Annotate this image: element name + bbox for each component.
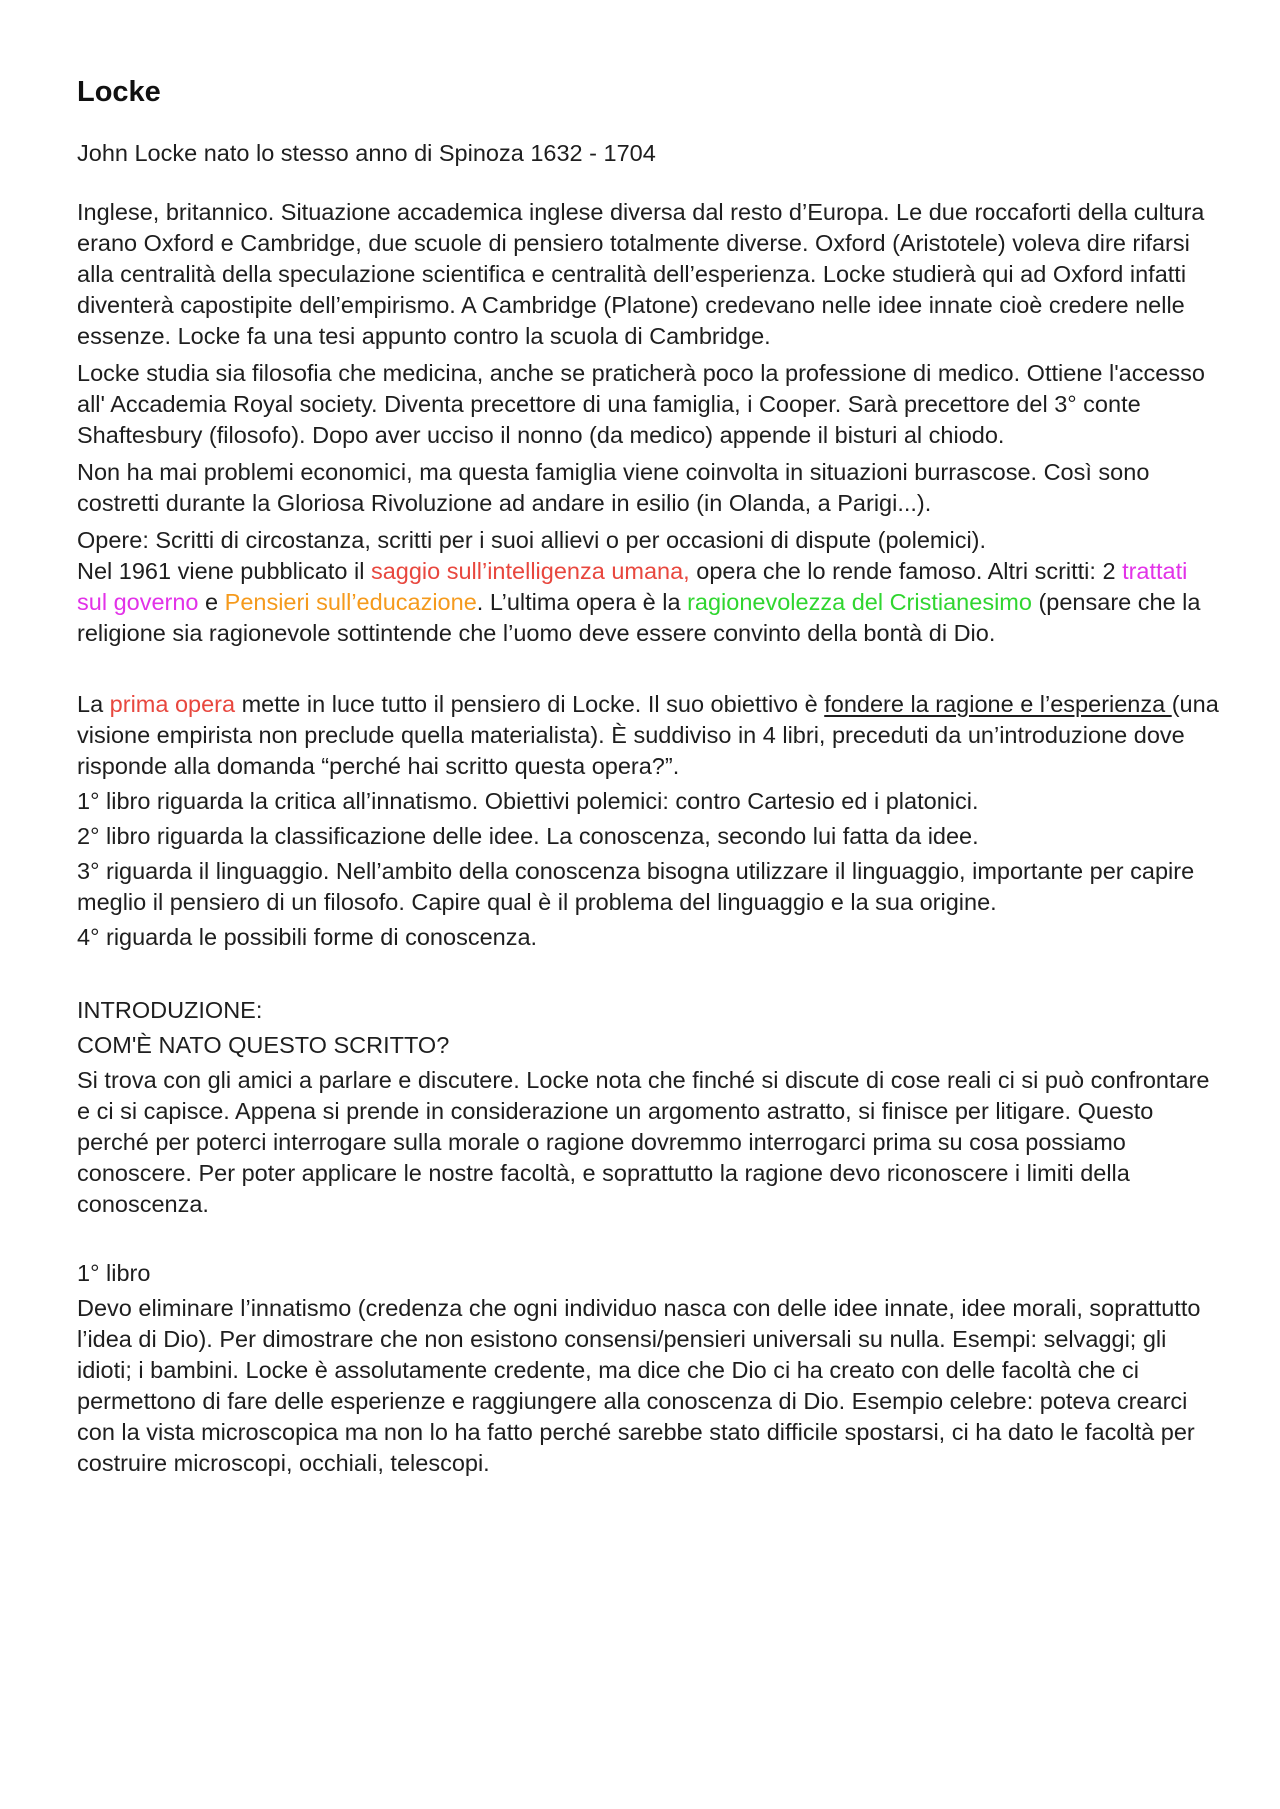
highlight-trattati: trattati sul governo bbox=[77, 558, 1188, 615]
paragraph-exile: Non ha mai problemi economici, ma questa famiglia viene coinvolta in situazioni burrascose. Così sono costretti durante la Gloriosa Rivoluzione ad andare in esilio (in Olanda, a Parigi...). bbox=[77, 459, 1150, 516]
works-text-4: . L’ultima opera è la bbox=[476, 589, 688, 615]
works-intro: Opere: Scritti di circostanza, scritti per i suoi allievi o per occasioni di dispute (polemici). bbox=[77, 527, 987, 553]
book-item-4: 4° riguarda le possibili forme di conoscenza. bbox=[77, 924, 538, 950]
works-text-5: (pensare che la religione sia ragionevole sottintende che l’uomo deve essere convinto della bontà di Dio. bbox=[77, 589, 1201, 646]
works-text-2: opera che lo rende famoso. Altri scritti: 2 bbox=[689, 558, 1123, 584]
paragraph-studies: Locke studia sia filosofia che medicina, anche se praticherà poco la professione di medico. Ottiene l'accesso all' Accademia Royal society. Diventa precettore di una famiglia, i Cooper. Sarà precettore del 3° conte Shaftesbury (filosofo). Dopo aver ucciso il nonno (da medico) appende il bisturi al chiodo. bbox=[77, 360, 1205, 448]
first-work-text-2: mette in luce tutto il pensiero di Locke. Il suo obiettivo è bbox=[235, 691, 825, 717]
paragraph-introduzione: Si trova con gli amici a parlare e discutere. Locke nota che finché si discute di cose reali ci si può confrontare e ci si capisce. Appena si prende in considerazione un argomento astratto, si finisce per litigare. Questo perché per poterci interrogare sulla morale o ragione dovremmo interrogarci prima su cosa possiamo conoscere. Per poter applicare le nostre facoltà, e soprattutto la ragione devo riconoscere i limiti della conoscenza. bbox=[77, 1067, 1210, 1217]
paragraph-libro1: Devo eliminare l’innatismo (credenza che ogni individuo nasca con delle idee innate, idee morali, soprattutto l’idea di Dio). Per dimostrare che non esistono consensi/pensieri universali su nulla. Esempi: selvaggi; gli idioti; i bambini. Locke è assolutamente credente, ma dice che Dio ci ha creato con delle facoltà che ci permettono di fare delle esperienze e raggiungere alla conoscenza di Dio. Esempio celebre: poteva crearci con la vista microscopica ma non lo ha fatto perché sarebbe stato difficile spostarsi, ci ha dato le facoltà per costruire microscopi, occhiali, telescopi. bbox=[77, 1295, 1201, 1476]
paragraph-works bbox=[77, 525, 1222, 649]
book-item-2: 2° libro riguarda la classificazione delle idee. La conoscenza, secondo lui fatta da idee. bbox=[77, 823, 979, 849]
book-item-3: 3° riguarda il linguaggio. Nell’ambito della conoscenza bisogna utilizzare il linguaggio, importante per capire meglio il pensiero di un filosofo. Capire qual è il problema del linguaggio e la sua origine. bbox=[77, 858, 1195, 915]
section-heading-libro1: 1° libro bbox=[77, 1260, 151, 1286]
intro-line: John Locke nato lo stesso anno di Spinoza 1632 - 1704 bbox=[77, 140, 656, 166]
highlight-saggio: saggio sull’intelligenza umana, bbox=[370, 558, 690, 584]
book-item-1: 1° libro riguarda la critica all’innatismo. Obiettivi polemici: contro Cartesio ed i platonici. bbox=[77, 788, 979, 814]
works-text-1: Nel 1961 viene pubblicato il bbox=[77, 558, 371, 584]
highlight-ragionevolezza: ragionevolezza del Cristianesimo bbox=[687, 589, 1032, 615]
paragraph-oxford-cambridge: Inglese, britannico. Situazione accademica inglese diversa dal resto d’Europa. Le due roccaforti della cultura erano Oxford e Cambridge, due scuole di pensiero totalmente diverse. Oxford (Aristotele) voleva dire rifarsi alla centralità della speculazione scientifica e centralità dell’esperienza. Locke studierà qui ad Oxford infatti diventerà capostipite dell’empirismo. A Cambridge (Platone) credevano nelle idee innate cioè credere nelle essenze. Locke fa una tesi appunto contro la scuola di Cambridge. bbox=[77, 199, 1205, 349]
highlight-pensieri: Pensieri sull’educazione bbox=[224, 589, 477, 615]
first-work-text-1: La bbox=[77, 691, 110, 717]
page-title: Locke bbox=[77, 76, 161, 108]
section-question: COM'È NATO QUESTO SCRITTO? bbox=[77, 1032, 450, 1058]
underlined-fondere: fondere la ragione e l’esperienza bbox=[824, 691, 1172, 717]
highlight-prima-opera: prima opera bbox=[109, 691, 236, 717]
paragraph-first-work bbox=[77, 689, 1222, 782]
section-heading-introduzione: INTRODUZIONE: bbox=[77, 997, 263, 1023]
works-text-3: e bbox=[198, 589, 225, 615]
document-page bbox=[77, 74, 1222, 1479]
first-work-text-3: (una visione empirista non preclude quella materialista). È suddiviso in 4 libri, preceduti da un’introduzione dove risponde alla domanda “perché hai scritto questa opera?”. bbox=[77, 691, 1219, 779]
